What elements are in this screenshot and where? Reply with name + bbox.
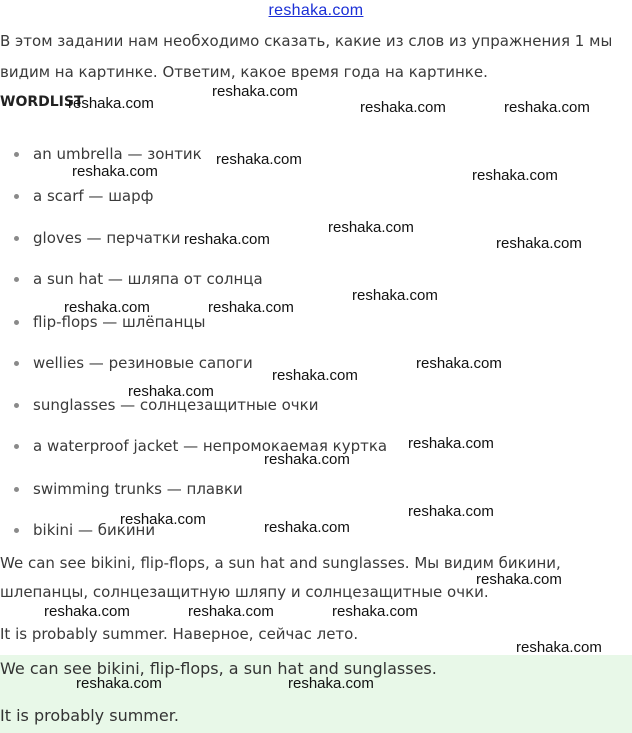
bullet-icon [14,320,19,325]
final-answer-line-1: We can see bikini, flip-flops, a sun hat and sunglasses. [0,659,437,678]
watermark: reshaka.com [516,639,602,656]
list-item: wellies — резиновые сапоги [14,354,253,372]
list-item: swimming trunks — плавки [14,480,243,498]
watermark: reshaka.com [360,99,446,116]
watermark: reshaka.com [476,571,562,588]
answer-line-3: It is probably summer. Наверное, сейчас лето. [0,625,359,643]
list-item: sunglasses — солнцезащитные очки [14,396,318,414]
answer-line-1: We can see bikini, flip-flops, a sun hat and sunglasses. Мы видим бикини, [0,554,561,572]
wordlist-title: WORDLIST [0,94,84,110]
intro-text [0,26,620,88]
list-item: a scarf — шарф [14,187,153,205]
watermark: reshaka.com [216,151,302,168]
bullet-icon [14,403,19,408]
watermark: reshaka.com [496,235,582,252]
watermark: reshaka.com [208,299,294,316]
bullet-icon [14,361,19,366]
bullet-icon [14,444,19,449]
watermark: reshaka.com [128,383,214,400]
watermark: reshaka.com [416,355,502,372]
watermark: reshaka.com [188,603,274,620]
answer-line-2: шлепанцы, солнцезащитную шляпу и солнцезащитные очки. [0,583,489,601]
list-item: a waterproof jacket — непромокаемая куртка [14,437,387,455]
list-item: bikini — бикини [14,521,155,539]
watermark: reshaka.com [264,519,350,536]
watermark: reshaka.com [264,451,350,468]
watermark: reshaka.com [408,435,494,452]
final-answer-box [0,655,632,733]
bullet-icon [14,236,19,241]
watermark: reshaka.com [120,511,206,528]
bullet-icon [14,487,19,492]
watermark: reshaka.com [272,367,358,384]
bullet-icon [14,528,19,533]
watermark: reshaka.com [184,231,270,248]
watermark: reshaka.com [44,603,130,620]
watermark: reshaka.com [328,219,414,236]
list-item: gloves — перчатки [14,229,180,247]
watermark: reshaka.com [72,163,158,180]
final-answer-line-2: It is probably summer. [0,706,179,725]
list-item: a sun hat — шляпа от солнца [14,270,263,288]
watermark: reshaka.com [352,287,438,304]
bullet-icon [14,277,19,282]
watermark: reshaka.com [504,99,590,116]
watermark: reshaka.com [76,675,162,692]
watermark: reshaka.com [64,299,150,316]
intro-line-2: видим на картинке. Ответим, какое время года на картинке. [0,63,488,81]
watermark: reshaka.com [212,83,298,100]
watermark: reshaka.com [472,167,558,184]
watermark: reshaka.com [408,503,494,520]
site-header-link[interactable]: reshaka.com [268,2,364,19]
bullet-icon [14,152,19,157]
intro-line-1: В этом задании нам необходимо сказать, какие из слов из упражнения 1 мы [0,32,613,50]
watermark: reshaka.com [288,675,374,692]
watermark: reshaka.com [332,603,418,620]
watermark: reshaka.com [68,95,154,112]
list-item: an umbrella — зонтик [14,145,202,163]
list-item: flip-flops — шлёпанцы [14,313,205,331]
bullet-icon [14,194,19,199]
